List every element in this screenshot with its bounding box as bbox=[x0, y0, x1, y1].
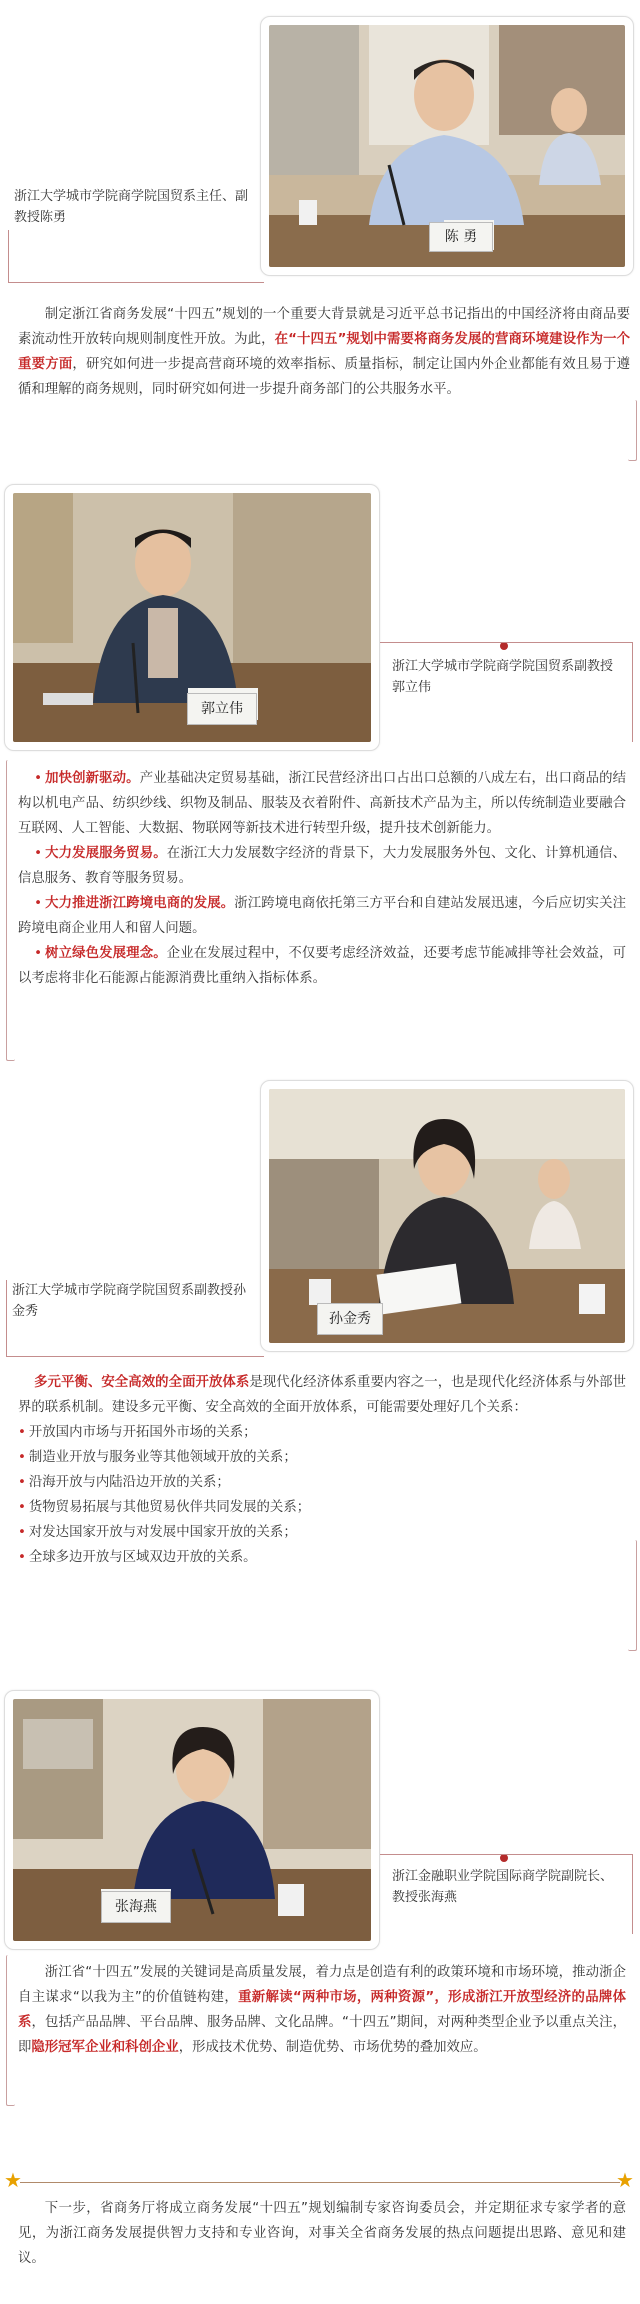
box-left-4 bbox=[6, 1955, 15, 2106]
paragraph-sun: 多元平衡、安全高效的全面开放体系是现代化经济体系重要内容之一，也是现代化经济体系与外部世界的联系机制。建设多元平衡、安全高效的全面开放体系，可能需要处理好几个关系： • 开放国内市场与开拓国外市场的关系； • 制造业开放与服务业等其他领域开放的关系； • 沿海开放与内陆沿边开放的关系； • 货物贸易拓展与其他贸易伙伴共同发展的关系； • 对发达国家开放与对发展中国家开放的关系； • 全球多边开放与区域双边开放的关系。 bbox=[18, 1370, 626, 1570]
item-guo-3: • 大力推进浙江跨境电商的发展。浙江跨境电商依托第三方平台和自建站发展迅速，今后应切实关注跨境电商企业用人和留人问题。 bbox=[18, 896, 627, 936]
rule-vert-4 bbox=[632, 1854, 633, 1934]
list-sun bbox=[18, 1420, 626, 1570]
photo-frame-guo bbox=[4, 484, 380, 751]
item-guo-2: • 大力发展服务贸易。在浙江大力发展数字经济的背景下，大力发展服务外包、文化、计算机通信、信息服务、教育等服务贸易。 bbox=[18, 846, 627, 886]
rule-vert-1 bbox=[8, 230, 9, 282]
caption-sun: 浙江大学城市学院商学院国贸系副教授孙金秀 bbox=[12, 1283, 247, 1319]
list-item: • 全球多边开放与区域双边开放的关系。 bbox=[18, 1550, 257, 1565]
list-item: • 货物贸易拓展与其他贸易伙伴共同发展的关系； bbox=[18, 1500, 311, 1515]
caption-guo: 浙江大学城市学院商学院国贸系副教授郭立伟 bbox=[392, 659, 614, 695]
star-icon-left: ★ bbox=[4, 2168, 22, 2192]
photo-zhang-haiyan bbox=[13, 1699, 371, 1941]
box-right-1 bbox=[628, 400, 637, 461]
paragraph-chen: 制定浙江省商务发展“十四五”规划的一个重要大背景就是习近平总书记指出的中国经济将由商品要素流动性开放转向规则制度性开放。为此，在“十四五”规划中需要将商务发展的营商环境建设作为一个重要方面，研究如何进一步提高营商环境的效率指标、质量指标，制定让国内外企业都能有效且易于遵循和理解的商务规则，同时研究如何进一步提升商务部门的公共服务水平。 bbox=[18, 307, 630, 397]
box-left-2 bbox=[6, 760, 15, 1061]
paragraph-closing: 下一步，省商务厅将成立商务发展“十四五”规划编制专家咨询委员会，并定期征求专家学者的意见，为浙江商务发展提供智力支持和专业咨询，对事关全省商务发展的热点问题提出思路、意见和建议。 bbox=[18, 2201, 626, 2266]
caption-zhang: 浙江金融职业学院国际商学院副院长、教授张海燕 bbox=[392, 1869, 614, 1905]
caption-chen: 浙江大学城市学院商学院国贸系主任、副教授陈勇 bbox=[14, 189, 249, 225]
box-right-3 bbox=[628, 1540, 637, 1651]
rule-top-2 bbox=[380, 642, 632, 643]
rule-vert-3 bbox=[6, 1280, 7, 1356]
list-item: • 对发达国家开放与对发展中国家开放的关系； bbox=[18, 1525, 297, 1540]
paragraph-zhang: 浙江省“十四五”发展的关键词是高质量发展，着力点是创造有利的政策环境和市场环境，推动浙企自主谋求“以我为主”的价值链构建，重新解读“两种市场，两种资源”，形成浙江开放型经济的品牌体系，包括产品品牌、平台品牌、服务品牌、文化品牌。“十四五”期间，对两种类型企业予以重点关注，即隐形冠军企业和科创企业，形成技术优势、制造优势、市场优势的叠加效应。 bbox=[18, 1965, 627, 2055]
nameplate-sun: 孙金秀 bbox=[317, 1303, 383, 1335]
list-item: • 沿海开放与内陆沿边开放的关系； bbox=[18, 1475, 230, 1490]
rule-left-1 bbox=[8, 282, 264, 283]
nameplate-zhang: 张海燕 bbox=[101, 1891, 171, 1923]
nameplate-guo: 郭立伟 bbox=[187, 693, 257, 725]
photo-frame-zhang bbox=[4, 1690, 380, 1950]
rule-top-4 bbox=[380, 1854, 632, 1855]
item-guo-4: • 树立绿色发展理念。企业在发展过程中，不仅要考虑经济效益，还要考虑节能减排等社会效益，可以考虑将非化石能源占能源消费比重纳入指标体系。 bbox=[18, 946, 627, 986]
list-item: • 开放国内市场与开拓国外市场的关系； bbox=[18, 1425, 257, 1440]
marker-dot-2 bbox=[500, 642, 508, 650]
rule-left-3 bbox=[6, 1356, 264, 1357]
list-item: • 制造业开放与服务业等其他领域开放的关系； bbox=[18, 1450, 297, 1465]
photo-frame-chen bbox=[260, 16, 634, 276]
rule-vert-2 bbox=[632, 642, 633, 742]
star-icon-right: ★ bbox=[616, 2168, 634, 2192]
closing-rule bbox=[20, 2182, 620, 2183]
list-guo bbox=[18, 766, 626, 991]
item-guo-1: • 加快创新驱动。产业基础决定贸易基础，浙江民营经济出口占出口总额的八成左右，出口商品的结构以机电产品、纺织纱线、织物及制品、服装及衣着附件、高新技术产品为主，所以传统制造业要融合互联网、人工智能、大数据、物联网等新技术进行转型升级，提升技术创新能力。 bbox=[18, 771, 627, 836]
photo-frame-sun bbox=[260, 1080, 634, 1352]
nameplate-chen: 陈 勇 bbox=[429, 222, 493, 252]
marker-dot-4 bbox=[500, 1854, 508, 1862]
